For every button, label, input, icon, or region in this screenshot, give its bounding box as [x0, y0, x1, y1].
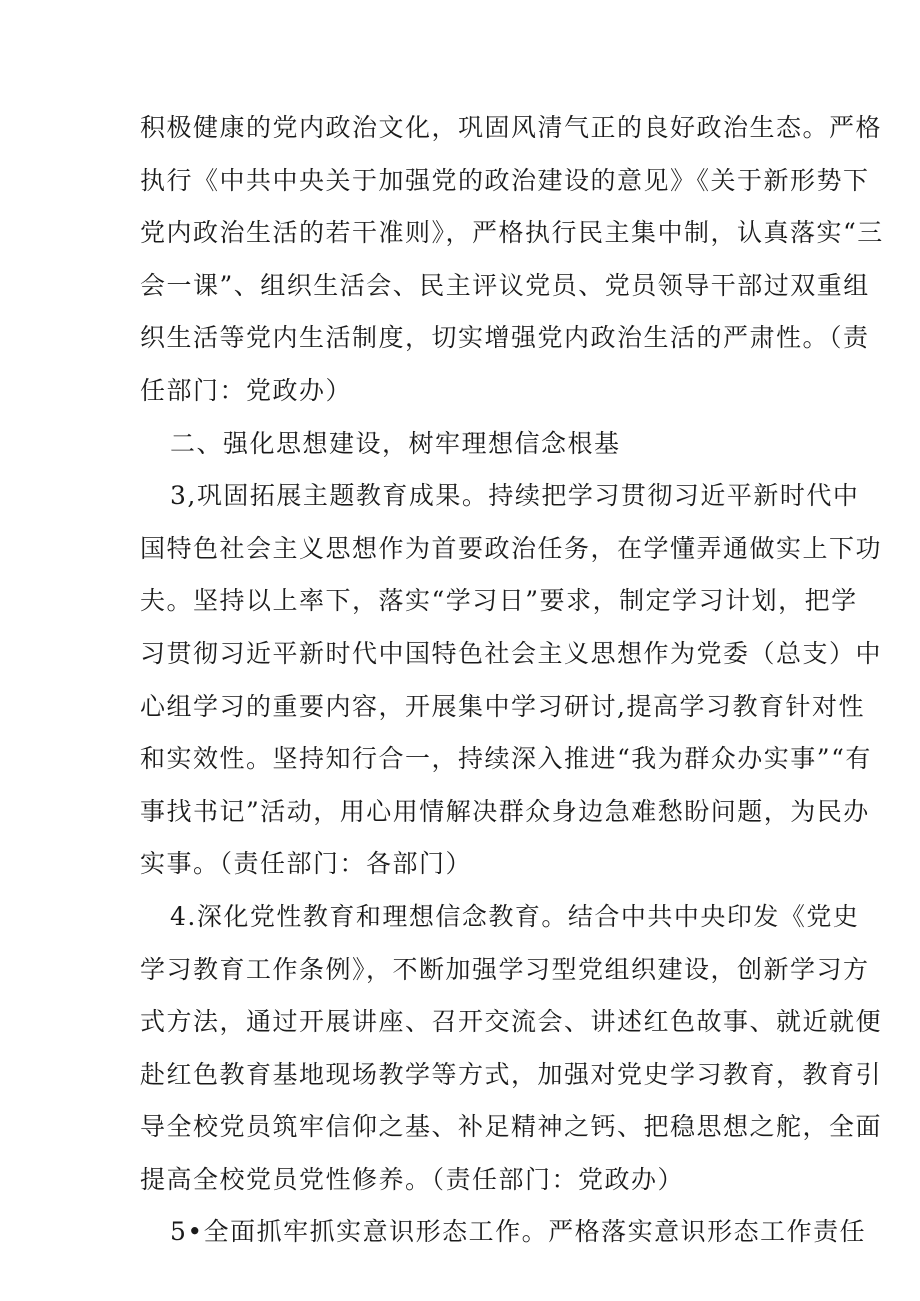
text-line: 实事。（责任部门：各部门）: [140, 849, 473, 879]
text-line: 和实效性。坚持知行合一，持续深入推进“我为群众办实事”“有: [140, 744, 872, 774]
text-line: 3,巩固拓展主题教育成果。持续把学习贯彻习近平新时代中: [170, 481, 860, 511]
text-line: 党内政治生活的若干准则》，严格执行民主集中制，认真落实“三: [140, 218, 884, 248]
text-line: 导全校党员筑牢信仰之基、补足精神之钙、把稳思想之舵，全面: [140, 1112, 883, 1142]
text-line: 习贯彻习近平新时代中国特色社会主义思想作为党委（总支）中: [140, 638, 883, 668]
text-line: 会一课”、组织生活会、民主评议党员、党员领导干部过双重组: [140, 270, 870, 300]
text-line: 5•全面抓牢抓实意识形态工作。严格落实意识形态工作责任: [170, 1217, 867, 1247]
text-line: 夫。坚持以上率下，落实“学习日”要求，制定学习计划，把学: [140, 586, 858, 616]
text-line: 提高全校党员党性修养。（责任部门：党政办）: [140, 1164, 685, 1194]
text-line: 事找书记”活动，用心用情解决群众身边急难愁盼问题，为民办: [140, 796, 870, 826]
document-body: [140, 102, 884, 1259]
text-line: 式方法，通过开展讲座、召开交流会、讲述红色故事、就近就便: [140, 1007, 883, 1037]
text-line: 学习教育工作条例》，不断加强学习型党组织建设，创新学习方: [140, 954, 870, 984]
text-line: 4.深化党性教育和理想信念教育。结合中共中央印发《党史: [170, 901, 860, 931]
text-line: 赴红色教育基地现场教学等方式，加强对党史学习教育，教育引: [140, 1059, 883, 1089]
text-line: 织生活等党内生活制度，切实增强党内政治生活的严肃性。（责: [140, 323, 870, 353]
text-line: 积极健康的党内政治文化，巩固风清气正的良好政治生态。严格: [140, 113, 883, 142]
text-line: 执行《中共中央关于加强党的政治建设的意见》《关于新形势下: [140, 165, 870, 195]
text-line: 心组学习的重要内容，开展集中学习研讨,提高学习教育针对性: [140, 691, 865, 721]
text-line: 任部门：党政办）: [140, 375, 353, 405]
section-heading: 二、强化思想建设，树牢理想信念根基: [170, 428, 621, 458]
text-line: 国特色社会主义思想作为首要政治任务，在学懂弄通做实上下功: [140, 533, 883, 563]
